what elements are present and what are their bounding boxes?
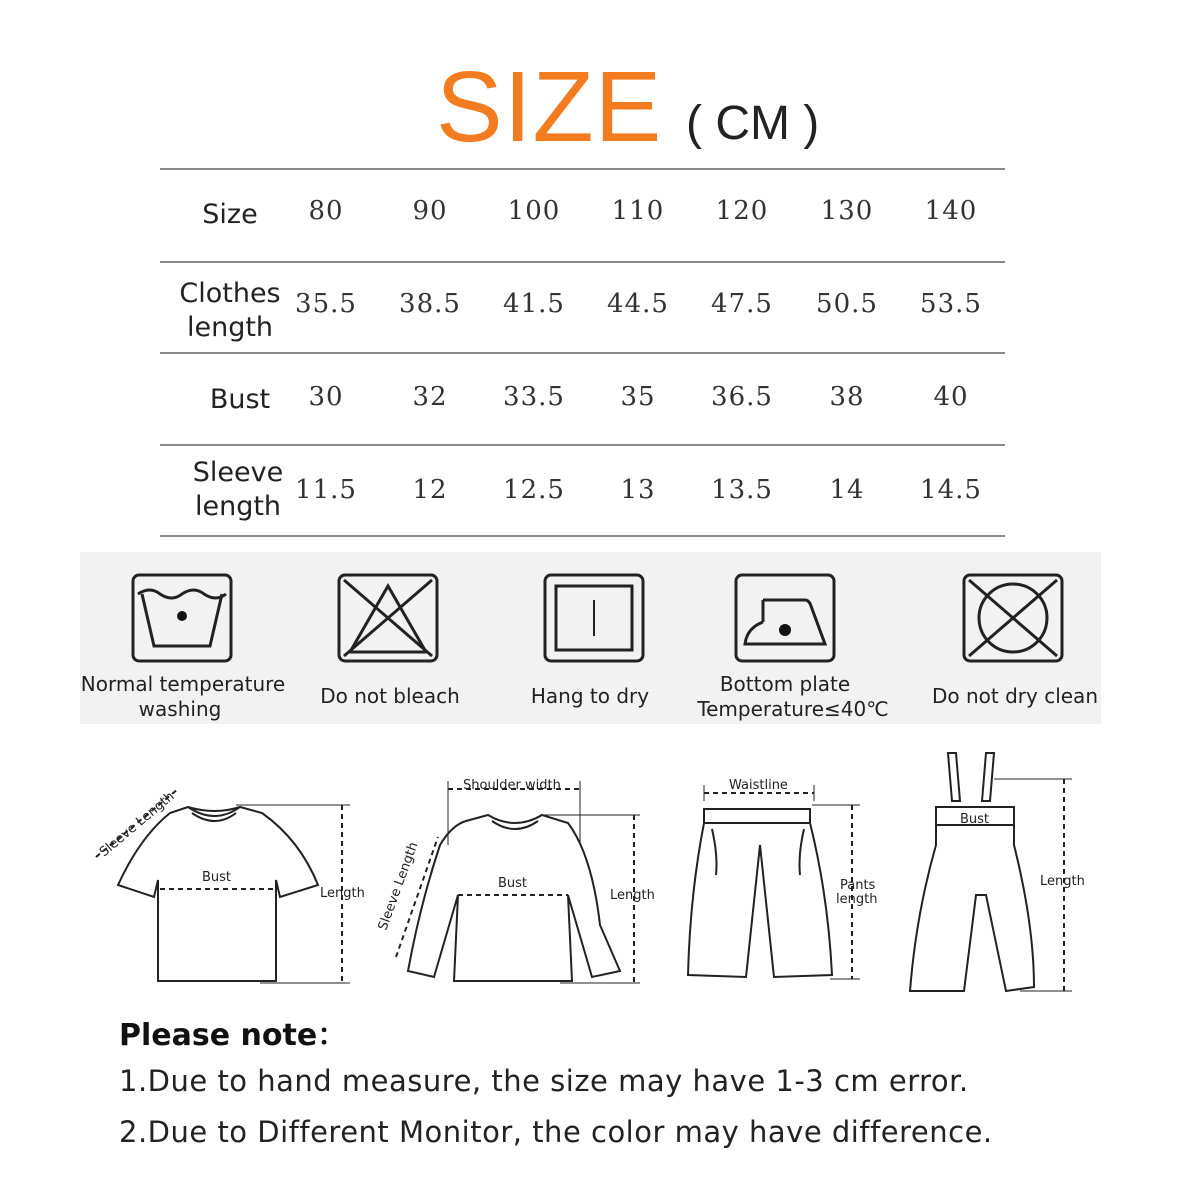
- sweater-sleeve-label: Sleeve Length: [375, 840, 422, 933]
- note-line-1: 1.Due to hand measure, the size may have 1-3 cm error.: [119, 1064, 969, 1098]
- table-row-bust: [160, 352, 1005, 443]
- table-cell: 80: [308, 196, 344, 226]
- care-item-washing: [80, 552, 285, 724]
- table-cell: 35.5: [295, 289, 357, 319]
- care-instructions: [80, 552, 1101, 724]
- tshirt-sleeve-label: Sleeve Length: [96, 789, 178, 861]
- table-cell: 53.5: [920, 289, 982, 319]
- note-title: Please note：: [119, 1018, 348, 1053]
- table-cell: 47.5: [711, 289, 773, 319]
- overalls-bust-label: Bust: [960, 812, 990, 827]
- table-cell: 38.5: [399, 289, 461, 319]
- care-label-washing-1: Normal temperature: [80, 672, 286, 696]
- care-item-hang-dry: [495, 552, 695, 724]
- pants-length-label-2: length: [836, 892, 878, 907]
- pants-length-label-1: Pants: [840, 878, 876, 893]
- table-divider: [160, 535, 1005, 537]
- care-label-iron-1: Bottom plate: [719, 672, 851, 696]
- pants-diagram: [688, 785, 860, 979]
- normal-temperature-washing-icon: [130, 572, 234, 664]
- garment-diagrams: [0, 745, 1181, 1005]
- table-cell: 11.5: [295, 475, 357, 505]
- table-row-clothes-length: [160, 261, 1005, 352]
- row-label-size: Size: [202, 199, 258, 230]
- note-line-2: 2.Due to Different Monitor, the color may have difference.: [119, 1115, 993, 1149]
- table-cell: 36.5: [711, 382, 773, 412]
- care-label-iron-2: Temperature≤40℃: [697, 697, 889, 721]
- care-label-hang-dry: Hang to dry: [530, 684, 650, 708]
- care-label-bleach: Do not bleach: [320, 684, 460, 708]
- pants-waist-label: Waistline: [729, 778, 788, 793]
- table-cell: 120: [715, 196, 769, 226]
- table-cell: 40: [933, 382, 969, 412]
- table-cell: 130: [820, 196, 874, 226]
- row-label-sleeve-2: length: [194, 491, 282, 522]
- table-row-size: [160, 168, 1005, 261]
- table-cell: 33.5: [503, 382, 565, 412]
- page-title: [0, 52, 1181, 162]
- table-cell: 100: [507, 196, 561, 226]
- sweater-bust-label: Bust: [498, 876, 528, 891]
- table-cell: 50.5: [816, 289, 878, 319]
- row-label-bust: Bust: [209, 384, 271, 415]
- table-cell: 110: [611, 196, 665, 226]
- table-cell: 30: [308, 382, 344, 412]
- iron-bottom-plate-icon: [733, 572, 837, 664]
- care-label-dry-clean: Do not dry clean: [931, 684, 1098, 708]
- row-label-clothes: Clothes: [179, 278, 281, 309]
- do-not-dry-clean-icon: [961, 572, 1065, 664]
- table-cell: 12.5: [503, 475, 565, 505]
- table-cell: 35: [620, 382, 656, 412]
- do-not-bleach-icon: [336, 572, 440, 664]
- care-item-bleach: [285, 552, 495, 724]
- title-unit: ( CM ): [686, 97, 820, 150]
- table-row-sleeve-length: [160, 444, 1005, 536]
- care-item-dry-clean: [895, 552, 1101, 724]
- row-label-clothes-2: length: [186, 312, 274, 343]
- table-cell: 13.5: [711, 475, 773, 505]
- tshirt-length-label: Length: [320, 886, 365, 901]
- table-cell: 41.5: [503, 289, 565, 319]
- table-cell: 12: [412, 475, 448, 505]
- hang-to-dry-icon: [542, 572, 646, 664]
- overalls-length-label: Length: [1040, 874, 1085, 889]
- table-cell: 32: [412, 382, 448, 412]
- overalls-diagram: [910, 753, 1072, 991]
- row-label-sleeve: Sleeve: [192, 457, 284, 488]
- care-item-iron: [695, 552, 895, 724]
- table-cell: 140: [924, 196, 978, 226]
- tshirt-bust-label: Bust: [202, 870, 232, 885]
- title-size: SIZE: [436, 51, 663, 163]
- table-cell: 38: [829, 382, 865, 412]
- table-cell: 13: [620, 475, 656, 505]
- table-cell: 14.5: [920, 475, 982, 505]
- sweater-length-label: Length: [610, 888, 655, 903]
- care-label-washing-2: washing: [138, 697, 222, 721]
- table-cell: 90: [412, 196, 448, 226]
- sweater-shoulder-label: Shoulder width: [463, 778, 561, 793]
- table-cell: 44.5: [607, 289, 669, 319]
- table-cell: 14: [829, 475, 865, 505]
